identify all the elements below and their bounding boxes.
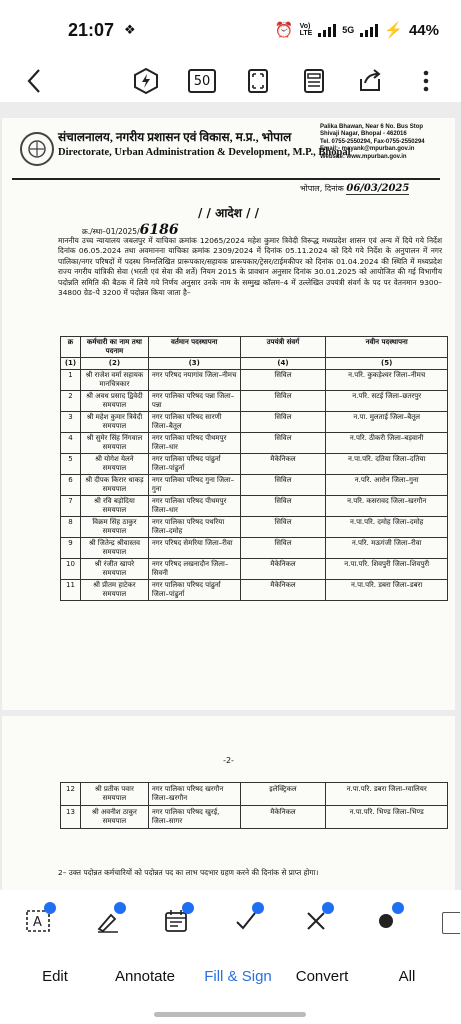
employee-name: श्री राजेश वर्मा सहायक मानचित्रकार	[80, 370, 148, 391]
table-row	[61, 517, 448, 538]
employee-name: श्री प्रतीक पवार समयपाल	[80, 783, 148, 806]
svg-text:A: A	[33, 915, 42, 930]
new-posting: न.पा.परि. दतिया जिला–दतिया	[326, 454, 448, 475]
premium-badge	[182, 902, 194, 914]
home-indicator[interactable]	[154, 1012, 306, 1017]
current-posting: नगर पालिका परिषद पीथमपुर जिला–धार	[148, 433, 240, 454]
new-posting: न.पा.परि. डबरा जिला–डबरा	[326, 580, 448, 601]
engineer-cadre: सिविल	[240, 412, 326, 433]
header-english: Directorate, Urban Administration & Development, M.P., Bhopal	[58, 147, 351, 158]
top-toolbar	[0, 60, 461, 102]
pen-sign-icon[interactable]	[88, 906, 128, 936]
current-posting: नगर पालिका परिषद पन्ना जिला–पन्ना	[148, 391, 240, 412]
current-posting: नगर पालिका परिषद खुरई, जिला–सागर	[148, 806, 240, 829]
engineer-cadre: सिविल	[240, 538, 326, 559]
row-number: 13	[61, 806, 81, 829]
row-number: 4	[61, 433, 81, 454]
new-posting: न.पा.परि. डबरा जिला–ग्वालियर	[326, 783, 448, 806]
table-row	[61, 496, 448, 517]
employee-name: श्री अवध प्रसाद द्विवेदी समयपाल	[80, 391, 148, 412]
table-row	[61, 433, 448, 454]
current-posting: नगर पालिका परिषद पीथमपुर जिला–धार	[148, 496, 240, 517]
new-posting: न.परि. आरोन जिला–गुना	[326, 475, 448, 496]
engineer-cadre: सिविल	[240, 391, 326, 412]
date-value: 06/03/2025	[346, 183, 410, 194]
header-divider	[12, 178, 440, 180]
table-row	[61, 580, 448, 601]
table-row	[61, 538, 448, 559]
current-posting: नगर परिषद लखनादौन जिला–सिवनी	[148, 559, 240, 580]
status-bar	[0, 0, 461, 60]
document-viewer[interactable]	[0, 102, 461, 890]
tab-fill-sign[interactable]: Fill & Sign	[204, 968, 272, 985]
row-number: 9	[61, 538, 81, 559]
employee-name: श्री अवनीश ठाकुर समयपाल	[80, 806, 148, 829]
row-number: 3	[61, 412, 81, 433]
row-number: 7	[61, 496, 81, 517]
battery-level: 44%	[408, 21, 439, 39]
table-row	[61, 412, 448, 433]
current-posting: नगर पालिका परिषद पांढुर्ना जिला–पांढुर्ना	[148, 454, 240, 475]
row-number: 6	[61, 475, 81, 496]
signal-2-icon	[360, 23, 378, 37]
tab-convert[interactable]: Convert	[295, 968, 349, 985]
row-number: 12	[61, 783, 81, 806]
table-row	[61, 370, 448, 391]
engineer-cadre: सिविल	[240, 496, 326, 517]
employee-name: श्री दीपक किरार धाकड़ समयपाल	[80, 475, 148, 496]
table-row	[61, 559, 448, 580]
pdf-page-1	[2, 118, 455, 710]
status-icons	[275, 21, 439, 39]
premium-badge	[44, 902, 56, 914]
order-title: / / आदेश / /	[197, 206, 260, 220]
checkmark-icon[interactable]	[226, 906, 266, 936]
current-posting: नगर पालिका परिषद पथरिया जिला–दमोह	[148, 517, 240, 538]
share-icon[interactable]	[354, 65, 386, 97]
zoom-level-button[interactable]	[186, 65, 218, 97]
current-posting: नगर पालिका परिषद खरगौन जिला–खरगौन	[148, 783, 240, 806]
mode-tabs	[0, 960, 461, 990]
volte-icon: Vo) LTE	[299, 23, 313, 37]
clock: 21:07	[68, 19, 115, 40]
current-posting: नगर परिषद सेमरिया जिला–रीवा	[148, 538, 240, 559]
table-row	[61, 806, 448, 829]
table-header-row: क्र कर्मचारी का नाम तथा पदनाम वर्तमान पदस्थापना उपयंत्री संवर्ग नवीन पदस्थापना	[61, 337, 448, 358]
employee-name: श्री योगेश येलने समयपाल	[80, 454, 148, 475]
engineer-cadre: सिविल	[240, 517, 326, 538]
text-box-icon[interactable]	[18, 906, 58, 936]
row-number: 10	[61, 559, 81, 580]
order-date: भोपाल, दिनांक 06/03/2025	[300, 183, 410, 194]
zoom-level: 50	[188, 69, 216, 93]
engineer-cadre: इलेक्ट्रिकल	[240, 783, 326, 806]
more-tools-handle[interactable]	[442, 912, 460, 934]
employee-name: श्री रंजीत खापरे समयपाल	[80, 559, 148, 580]
alarm-icon: ⏰	[274, 22, 294, 39]
new-posting: न.पा. मुलताई जिला–बैतूल	[326, 412, 448, 433]
row-number: 11	[61, 580, 81, 601]
employee-name: श्री सुमेर सिंह निंगवाल समयपाल	[80, 433, 148, 454]
premium-badge	[252, 902, 264, 914]
current-posting: नगर परिषद नयागांव जिला–नीमच	[148, 370, 240, 391]
tab-all[interactable]: All	[398, 968, 416, 985]
engineer-cadre: मैकेनिकल	[240, 559, 326, 580]
table-body	[61, 370, 448, 601]
current-posting: नगर पालिका परिषद पांढुर्ना जिला–पांढुर्ना	[148, 580, 240, 601]
reading-mode-icon[interactable]	[298, 65, 330, 97]
table-colnum-row: (1) (2) (3) (4) (5)	[61, 358, 448, 370]
engineer-cadre: मैकेनिकल	[240, 806, 326, 829]
calendar-icon[interactable]	[156, 906, 196, 936]
cross-icon[interactable]	[296, 906, 336, 936]
row-number: 8	[61, 517, 81, 538]
new-posting: न.पा.परि. भिण्ड जिला–भिण्ड	[326, 806, 448, 829]
premium-badge	[392, 902, 404, 914]
page-number: -2-	[223, 756, 234, 765]
current-posting: नगर पालिका परिषद गुना जिला–गुना	[148, 475, 240, 496]
new-posting: न.परि. कुकड़ेश्वर जिला–नीमच	[326, 370, 448, 391]
engineer-cadre: मैकेनिकल	[240, 454, 326, 475]
header-hindi: संचालनालय, नगरीय प्रशासन एवं विकास, म.प्र., भोपाल	[58, 130, 292, 144]
bottom-toolbar	[0, 890, 461, 1024]
signal-icon	[318, 23, 336, 37]
table-row	[61, 454, 448, 475]
table-row	[61, 783, 448, 806]
more-icon[interactable]	[410, 65, 442, 97]
new-posting: न.पा.परि. दमोह जिला–दमोह	[326, 517, 448, 538]
tab-annotate[interactable]: Annotate	[114, 968, 176, 985]
employee-name: श्री प्रीतम हाटेकर समयपाल	[80, 580, 148, 601]
new-posting: न.परि. मऊगंजी जिला–रीवा	[326, 538, 448, 559]
table-row	[61, 391, 448, 412]
table-body	[61, 783, 448, 829]
promotion-table-continued	[60, 782, 448, 829]
row-number: 2	[61, 391, 81, 412]
employee-name: श्री जितेन्द्र श्रीवास्तव समयपाल	[80, 538, 148, 559]
employee-name: श्री रवि बड़ोदिया समयपाल	[80, 496, 148, 517]
new-posting: न.परि. सटई जिला–छतरपुर	[326, 391, 448, 412]
government-emblem	[20, 132, 54, 166]
back-arrow-icon[interactable]	[18, 65, 50, 97]
engineer-cadre: मैकेनिकल	[240, 580, 326, 601]
tab-edit[interactable]: Edit	[42, 968, 68, 985]
new-posting: न.परि. कसरावद जिला–खरगौन	[326, 496, 448, 517]
employee-name: श्री महेश कुमार त्रिवेदी समयपाल	[80, 412, 148, 433]
current-posting: नगर पालिका परिषद सारणी जिला–बैतूल	[148, 412, 240, 433]
order-reference: क्र./स्था–01/2025/6186	[82, 222, 179, 238]
promotion-table	[60, 336, 448, 601]
engineer-cadre: सिविल	[240, 433, 326, 454]
reference-number: 6186	[139, 222, 179, 238]
new-posting: न.परि. ठीकरी जिला–बड़वानी	[326, 433, 448, 454]
order-clause-2: 2– उक्त पदोन्नत कर्मचारियों को पदोन्नत पद का लाभ पदभार ग्रहण करने की दिनांक से प्राप्त होगा।	[58, 868, 319, 877]
dot-icon[interactable]	[366, 906, 406, 936]
table-row	[61, 475, 448, 496]
order-body: माननीय उच्च न्यायालय जबलपुर में याचिका क्रमांक 12065/2024 महेश कुमार त्रिवेदी विरूद्ध मध्यप्रदेश शासन एवं अन्य में दिये गये निर्देश दिनांक 06.05.2024 तथा अवमानना याचिका क्रमांक 2309/2024 में दिनांक 05.11.2024 को दिये गये निर्देश के अनुपालन में नगर पालिका/नगर परिषदों में पदस्थ निम्नलिखित प्रारूपकार/सहायक प्रारूपकार/ट्रेसर/टाईमकीपर को दिनांक 01.04.2024 की स्थिति में मध्यप्रदेश राज्य नगरीय यांत्रिकी सेवा (भरती एवं सेवा की शर्ते) नियम 2015 के प्रावधान अनुसार दिनांक 30.01.2025 को आयोजित की गई विभागीय पदोन्नति समिति की बैठक में लिये गये निर्णय अनुसार उनके नाम के सम्मुख कॉलम–4 में उल्लेखित उपयंत्री संवर्ग के पद पर वेतनमान 9300–34800 ग्रेड–पे 3200 में पदोन्नत किया जाता है–	[58, 236, 442, 298]
address-block: Palika Bhawan, Near 6 No. Bus Stop Shivaji Nagar, Bhopal - 462016 Tel. 0755-2550294, Fax-0755-2550294 Email:- mayank@mpurban.gov.in Website: www.mpurban.gov.in	[320, 124, 425, 160]
row-number: 5	[61, 454, 81, 475]
premium-badge	[114, 902, 126, 914]
fit-page-icon[interactable]	[242, 65, 274, 97]
premium-badge	[322, 902, 334, 914]
notification-icon: ❖	[124, 22, 136, 38]
engineer-cadre: सिविल	[240, 475, 326, 496]
new-posting: न.पा.परि. शिवपुरी जिला–शिवपुरी	[326, 559, 448, 580]
pdf-page-2	[2, 716, 455, 890]
row-number: 1	[61, 370, 81, 391]
lightning-icon[interactable]	[130, 65, 162, 97]
charging-icon: ⚡	[384, 22, 403, 39]
employee-name: विक्रम सिंह ठाकुर समयपाल	[80, 517, 148, 538]
network-type: 5G	[342, 25, 355, 35]
engineer-cadre: सिविल	[240, 370, 326, 391]
